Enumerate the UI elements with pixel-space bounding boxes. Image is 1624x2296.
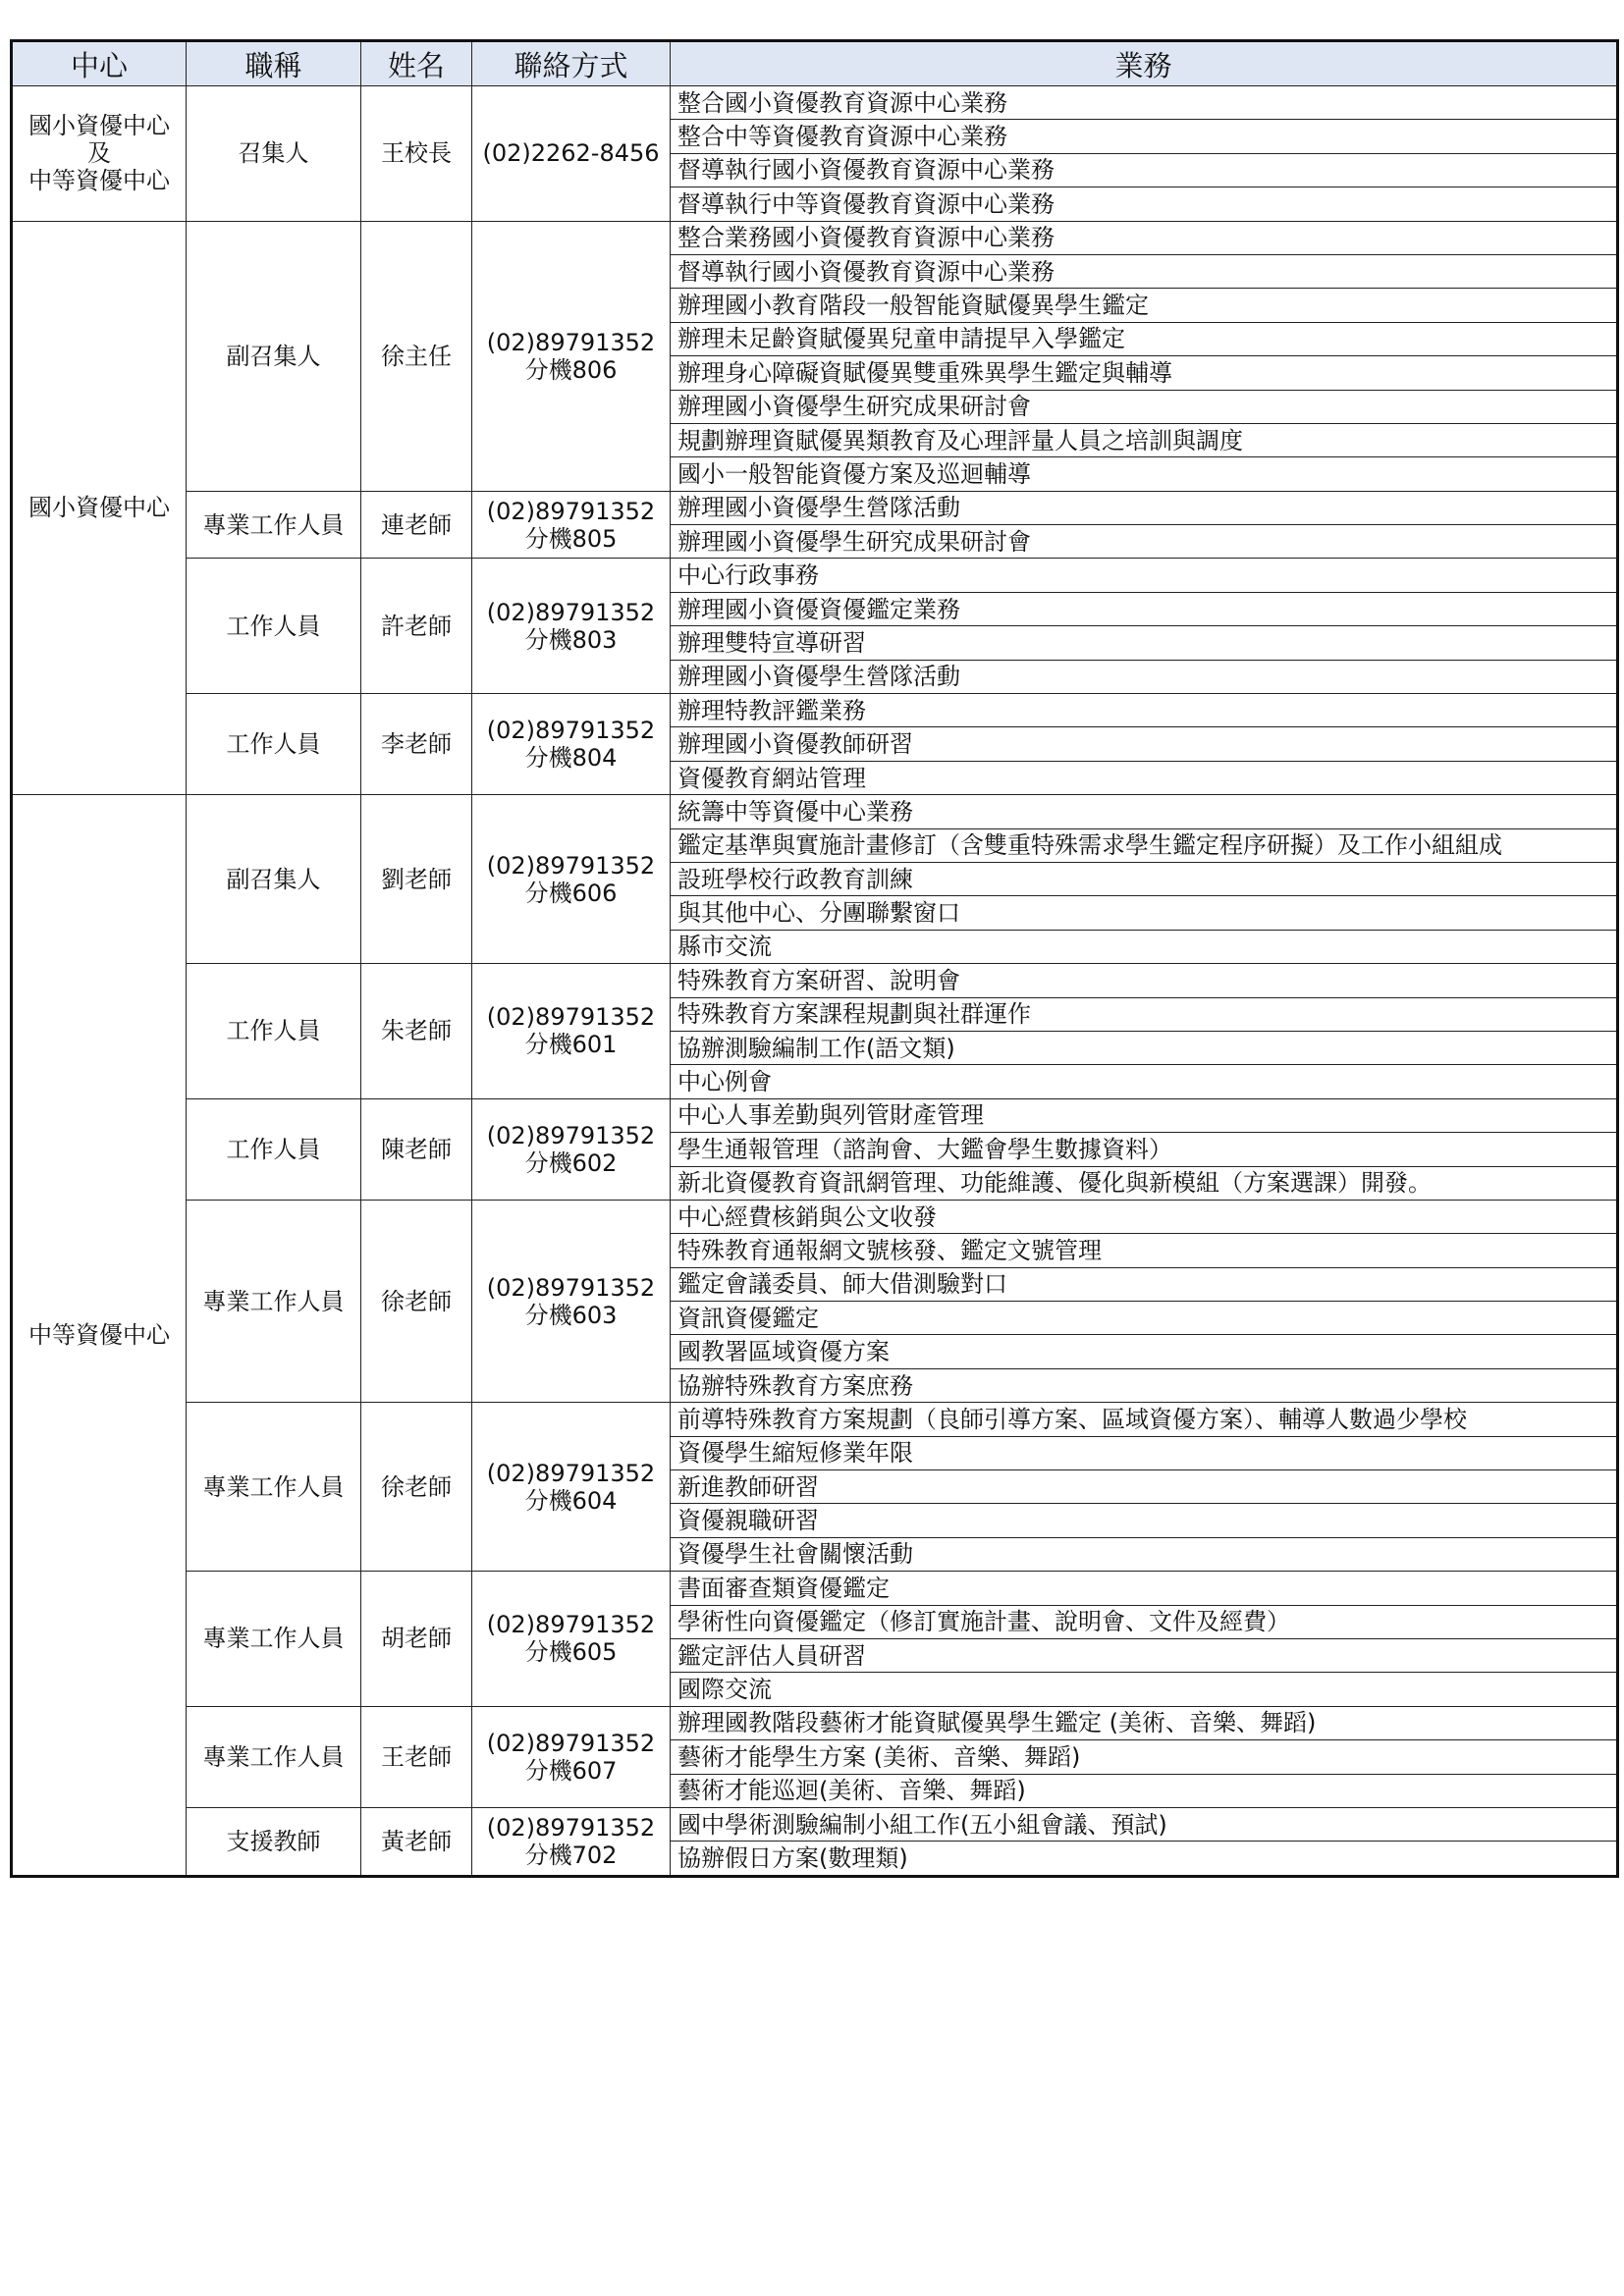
header-contact: 聯絡方式 [472, 41, 671, 86]
center-cell [12, 795, 187, 1877]
contact-line: 分機806 [524, 355, 618, 384]
contact-line: 分機606 [524, 879, 618, 907]
duty-cell: 辦理國小資優學生研究成果研討會 [671, 525, 1618, 559]
name-cell: 連老師 [361, 491, 472, 559]
title-cell: 專業工作人員 [187, 1403, 361, 1572]
duty-cell: 藝術才能學生方案 (美術、音樂、舞蹈) [671, 1740, 1618, 1774]
contact-line: 分機702 [524, 1841, 618, 1869]
duty-cell: 辦理身心障礙資賦優異雙重殊異學生鑑定與輔導 [671, 356, 1618, 390]
name-cell: 王校長 [361, 86, 472, 222]
name-cell: 徐老師 [361, 1200, 472, 1402]
center-cell [12, 86, 187, 222]
duty-cell: 辦理國小教育階段一般智能資賦優異學生鑑定 [671, 289, 1618, 322]
name-cell: 李老師 [361, 694, 472, 795]
title-cell: 工作人員 [187, 964, 361, 1099]
contact-cell [472, 221, 671, 491]
duty-cell: 辦理特教評鑑業務 [671, 694, 1618, 727]
duty-cell: 特殊教育方案研習、說明會 [671, 964, 1618, 997]
table-body [12, 86, 1618, 1877]
contact-line: (02)89791352 [486, 851, 656, 880]
duty-cell: 書面審查類資優鑑定 [671, 1572, 1618, 1605]
duty-cell: 中心例會 [671, 1065, 1618, 1098]
duty-cell: 國中學術測驗編制小組工作(五小組會議、預試) [671, 1807, 1618, 1841]
duty-cell: 督導執行國小資優教育資源中心業務 [671, 153, 1618, 187]
duty-cell: 國際交流 [671, 1673, 1618, 1706]
contact-line: 分機602 [524, 1148, 618, 1177]
contact-line: (02)89791352 [486, 1003, 656, 1032]
contact-line: (02)89791352 [486, 497, 656, 525]
title-cell: 工作人員 [187, 559, 361, 694]
duty-cell: 辦理未足齡資賦優異兒童申請提早入學鑑定 [671, 322, 1618, 355]
contact-line: (02)89791352 [486, 328, 656, 356]
name-cell: 劉老師 [361, 795, 472, 964]
name-cell: 黃老師 [361, 1807, 472, 1876]
contact-cell [472, 559, 671, 694]
contact-line: (02)89791352 [486, 717, 656, 745]
contact-line: (02)2262-8456 [482, 139, 660, 168]
duty-cell: 藝術才能巡迴(美術、音樂、舞蹈) [671, 1774, 1618, 1807]
duty-cell: 學術性向資優鑑定（修訂實施計畫、說明會、文件及經費） [671, 1605, 1618, 1638]
contact-line: 分機601 [524, 1031, 618, 1059]
duty-cell: 設班學校行政教育訓練 [671, 862, 1618, 895]
center-name: 及 [87, 139, 111, 168]
duty-cell: 與其他中心、分團聯繫窗口 [671, 896, 1618, 930]
table-row [12, 1706, 1618, 1739]
duty-cell: 特殊教育通報網文號核發、鑑定文號管理 [671, 1234, 1618, 1267]
duty-cell: 辦理國小資優學生研究成果研討會 [671, 390, 1618, 423]
duty-cell: 國教署區域資優方案 [671, 1335, 1618, 1368]
duty-cell: 資優教育網站管理 [671, 761, 1618, 794]
title-cell: 專業工作人員 [187, 1200, 361, 1402]
contact-cell [472, 1706, 671, 1807]
duty-cell: 鑑定評估人員研習 [671, 1638, 1618, 1672]
duty-cell: 統籌中等資優中心業務 [671, 795, 1618, 828]
contact-cell [472, 1572, 671, 1707]
header-row [12, 41, 1618, 86]
contact-cell [472, 1403, 671, 1572]
duty-cell: 辦理國小資優教師研習 [671, 727, 1618, 761]
contact-line: 分機605 [524, 1638, 618, 1667]
duty-cell: 辦理國小資優學生營隊活動 [671, 491, 1618, 524]
duty-cell: 規劃辦理資賦優異類教育及心理評量人員之培訓與調度 [671, 423, 1618, 456]
duty-cell: 整合中等資優教育資源中心業務 [671, 120, 1618, 153]
title-cell: 召集人 [187, 86, 361, 222]
center-name: 國小資優中心 [28, 494, 170, 522]
duty-cell: 特殊教育方案課程規劃與社群運作 [671, 997, 1618, 1031]
duty-cell: 中心人事差勤與列管財產管理 [671, 1098, 1618, 1132]
name-cell: 朱老師 [361, 964, 472, 1099]
duty-cell: 前導特殊教育方案規劃（良師引導方案、區域資優方案）、輔導人數過少學校 [671, 1403, 1618, 1436]
title-cell: 專業工作人員 [187, 1706, 361, 1807]
duty-cell: 資訊資優鑑定 [671, 1302, 1618, 1335]
duty-cell: 新北資優教育資訊網管理、功能維護、優化與新模組（方案選課）開發。 [671, 1166, 1618, 1200]
duty-cell: 中心行政事務 [671, 559, 1618, 592]
contact-line: 分機604 [524, 1486, 618, 1515]
contact-line: (02)89791352 [486, 1813, 656, 1842]
contact-line: 分機607 [524, 1756, 618, 1785]
duty-cell: 協辦假日方案(數理類) [671, 1842, 1618, 1876]
title-cell: 工作人員 [187, 1098, 361, 1200]
contact-cell [472, 1098, 671, 1200]
center-name: 中等資優中心 [28, 167, 170, 195]
title-cell: 副召集人 [187, 795, 361, 964]
table-row [12, 1403, 1618, 1436]
duty-cell: 辦理雙特宣導研習 [671, 626, 1618, 660]
duty-cell: 督導執行中等資優教育資源中心業務 [671, 187, 1618, 221]
duty-cell: 資優親職研習 [671, 1504, 1618, 1537]
table-row [12, 694, 1618, 727]
duty-cell: 督導執行國小資優教育資源中心業務 [671, 254, 1618, 288]
title-cell: 副召集人 [187, 221, 361, 491]
table-row [12, 1807, 1618, 1841]
table-row [12, 795, 1618, 828]
name-cell: 徐老師 [361, 1403, 472, 1572]
contact-cell [472, 86, 671, 222]
contact-cell [472, 491, 671, 559]
table-row [12, 221, 1618, 254]
contact-line: (02)89791352 [486, 1459, 656, 1487]
name-cell: 徐主任 [361, 221, 472, 491]
duty-cell: 資優學生縮短修業年限 [671, 1436, 1618, 1469]
title-cell: 支援教師 [187, 1807, 361, 1876]
contact-line: 分機805 [524, 524, 618, 553]
header-center: 中心 [12, 41, 187, 86]
name-cell: 王老師 [361, 1706, 472, 1807]
duty-cell: 辦理國小資優學生營隊活動 [671, 660, 1618, 693]
title-cell: 專業工作人員 [187, 491, 361, 559]
duty-cell: 資優學生社會關懷活動 [671, 1537, 1618, 1571]
duty-cell: 縣市交流 [671, 930, 1618, 963]
contact-cell [472, 964, 671, 1099]
center-name: 國小資優中心 [28, 112, 170, 140]
table-row [12, 559, 1618, 592]
table-row [12, 1572, 1618, 1605]
duty-cell: 鑑定會議委員、師大借測驗對口 [671, 1267, 1618, 1301]
contact-line: (02)89791352 [486, 1121, 656, 1149]
duty-cell: 辦理國小資優資優鑑定業務 [671, 592, 1618, 625]
duty-cell: 整合業務國小資優教育資源中心業務 [671, 221, 1618, 254]
staff-duty-table [10, 39, 1619, 1878]
name-cell: 陳老師 [361, 1098, 472, 1200]
duty-cell: 中心經費核銷與公文收發 [671, 1200, 1618, 1233]
name-cell: 胡老師 [361, 1572, 472, 1707]
contact-cell [472, 694, 671, 795]
contact-cell [472, 795, 671, 964]
title-cell: 專業工作人員 [187, 1572, 361, 1707]
duty-cell: 協辦測驗編制工作(語文類) [671, 1031, 1618, 1064]
duty-cell: 協辦特殊教育方案庶務 [671, 1368, 1618, 1402]
table-row [12, 1200, 1618, 1233]
contact-line: 分機603 [524, 1301, 618, 1329]
contact-line: 分機804 [524, 744, 618, 773]
center-cell [12, 221, 187, 795]
contact-line: 分機803 [524, 625, 618, 654]
duty-cell: 新進教師研習 [671, 1470, 1618, 1504]
contact-line: (02)89791352 [486, 1729, 656, 1757]
title-cell: 工作人員 [187, 694, 361, 795]
table-row [12, 964, 1618, 997]
duty-cell: 整合國小資優教育資源中心業務 [671, 86, 1618, 120]
table-row [12, 1098, 1618, 1132]
name-cell: 許老師 [361, 559, 472, 694]
duty-cell: 學生通報管理（諮詢會、大鑑會學生數據資料） [671, 1133, 1618, 1166]
duty-cell: 國小一般智能資優方案及巡迴輔導 [671, 457, 1618, 491]
table-row [12, 86, 1618, 120]
header-name: 姓名 [361, 41, 472, 86]
table-row [12, 491, 1618, 524]
contact-cell [472, 1200, 671, 1402]
duty-cell: 辦理國教階段藝術才能資賦優異學生鑑定 (美術、音樂、舞蹈) [671, 1706, 1618, 1739]
header-title: 職稱 [187, 41, 361, 86]
contact-line: (02)89791352 [486, 1273, 656, 1302]
header-duties: 業務 [671, 41, 1618, 86]
center-name: 中等資優中心 [28, 1320, 170, 1349]
contact-line: (02)89791352 [486, 1611, 656, 1639]
duty-cell: 鑑定基準與實施計畫修訂（含雙重特殊需求學生鑑定程序研擬）及工作小組組成 [671, 828, 1618, 862]
contact-line: (02)89791352 [486, 598, 656, 626]
contact-cell [472, 1807, 671, 1876]
